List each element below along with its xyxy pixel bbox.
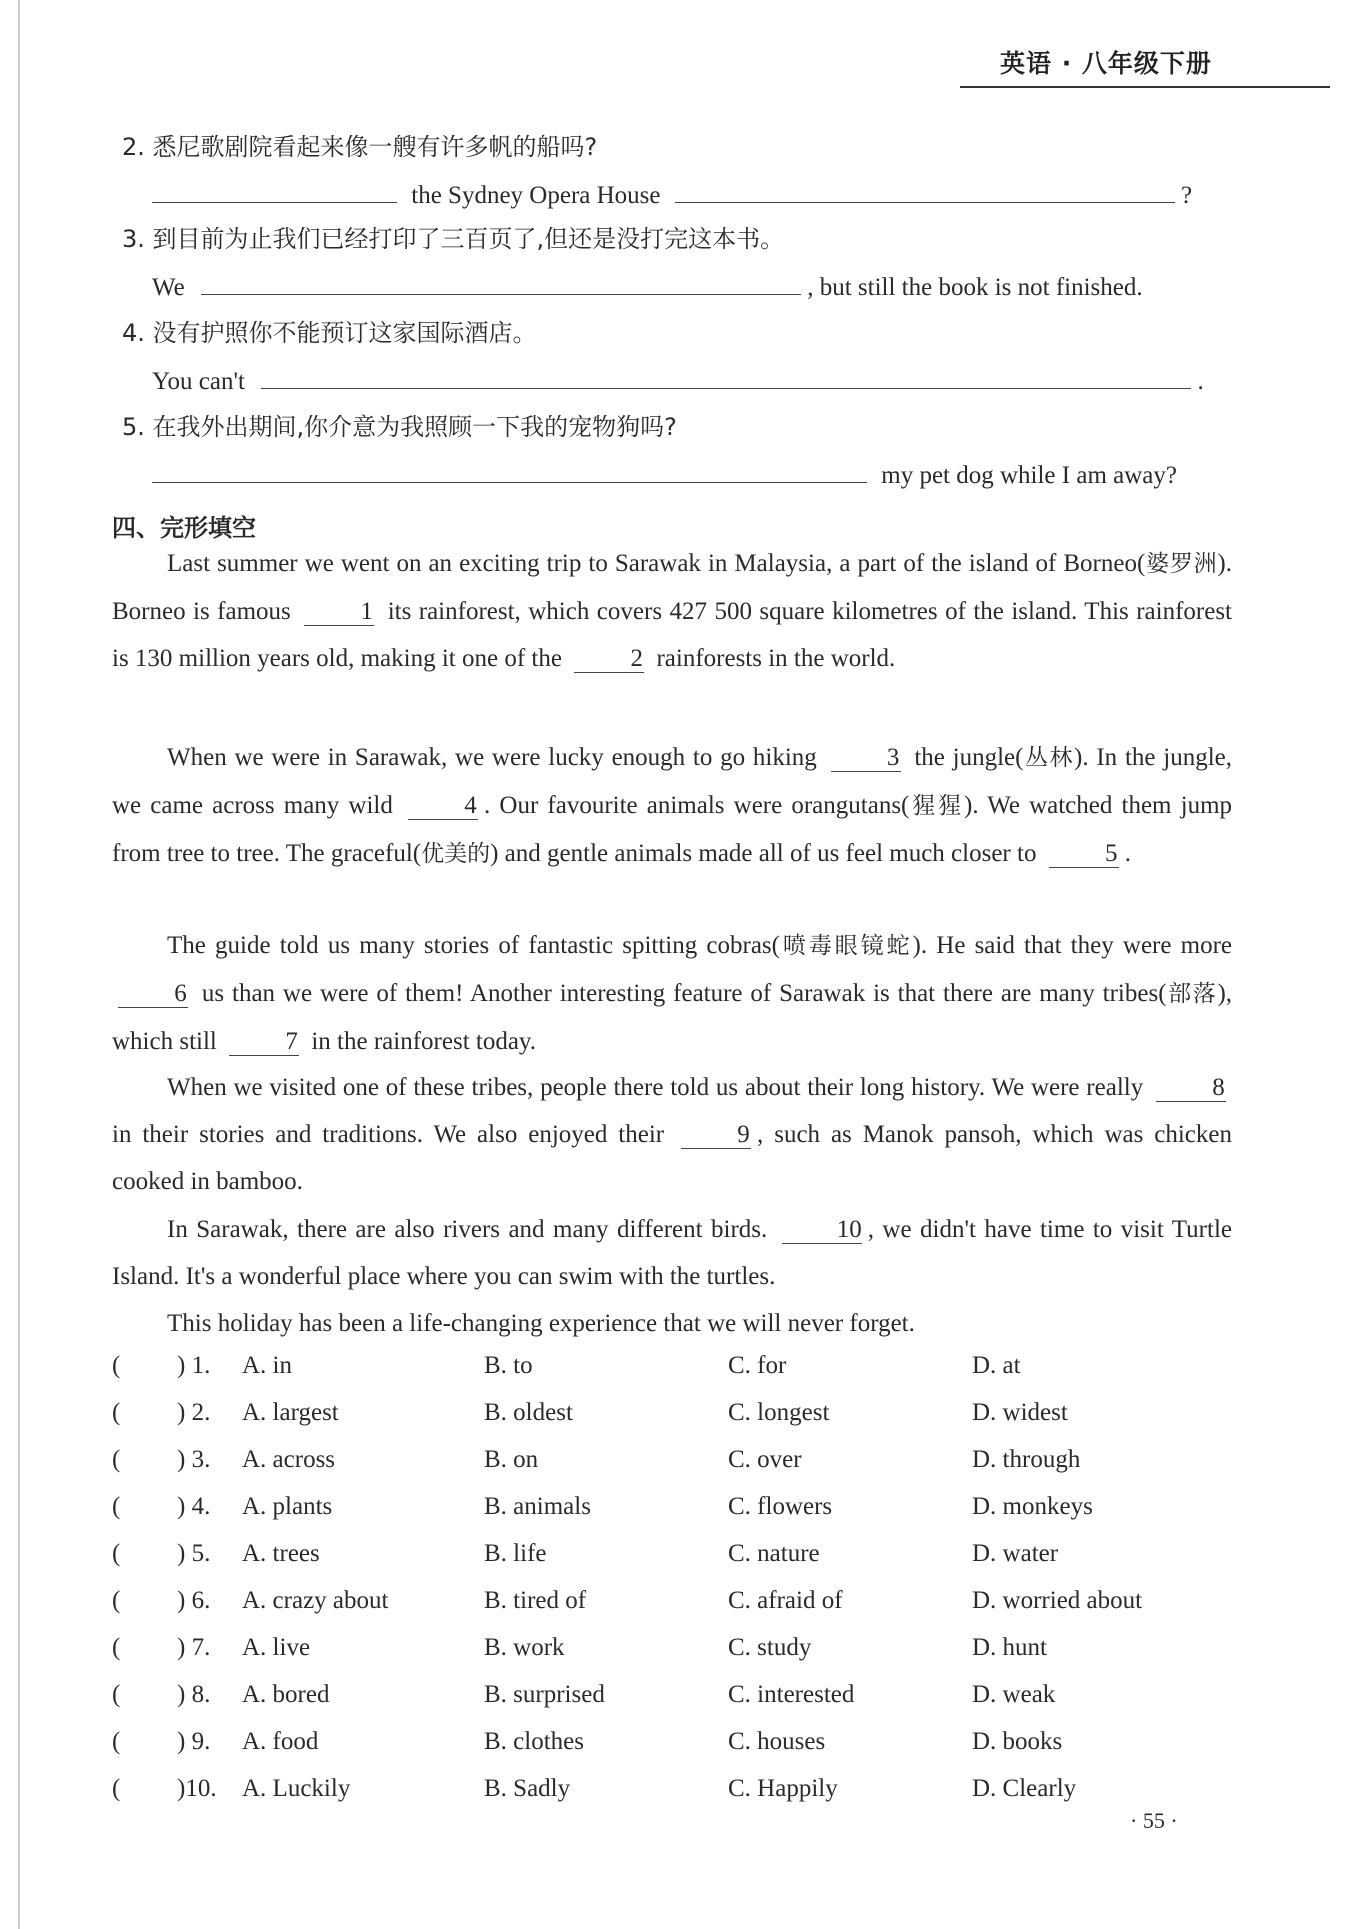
option-a: A. trees (242, 1540, 320, 1567)
option-a: A. plants (242, 1493, 333, 1520)
page-number: · 55 · (1130, 1808, 1178, 1833)
q2-english-line (152, 178, 1192, 211)
q2-blank-1[interactable] (152, 178, 397, 203)
cloze-paragraph-4 (112, 1064, 1232, 1205)
p5-text-b: , we didn't have time to visit Turtle Island. It's a wonderful place where you can swim with the turtles. (112, 1216, 1232, 1290)
option-row (112, 1728, 1232, 1768)
option-a: A. Luckily (242, 1775, 351, 1802)
option-c: C. nature (728, 1540, 820, 1567)
option-d: D. monkeys (972, 1493, 1093, 1520)
option-a: A. across (242, 1446, 336, 1473)
q4-chinese: 4. 没有护照你不能预订这家国际酒店。 (122, 319, 537, 347)
p3-cn-cobras: 喷毒眼镜蛇 (779, 933, 913, 959)
q3-end-text: , but still the book is not finished. (807, 274, 1143, 301)
q5-blank[interactable] (152, 458, 867, 483)
option-d: D. widest (972, 1399, 1068, 1426)
option-a: A. food (242, 1728, 319, 1755)
p3-text-b: ). He said that they were more (912, 932, 1233, 959)
option-c: C. Happily (728, 1775, 838, 1802)
question-number: ) 6. (177, 1587, 211, 1614)
cloze-blank-5[interactable]: 5 (1049, 841, 1119, 868)
p2-cn-orangutans: 猩猩 (909, 793, 965, 819)
question-number: ) 3. (177, 1446, 211, 1473)
option-d: D. weak (972, 1681, 1056, 1708)
p3-text-e: in the rainforest today. (311, 1028, 537, 1055)
option-b: B. surprised (484, 1681, 605, 1708)
question-number: ) 1. (177, 1352, 211, 1379)
q4-end-text: . (1197, 368, 1204, 395)
q3-start-text: We (152, 274, 185, 301)
q2-chinese: 2. 悉尼歌剧院看起来像一艘有许多帆的船吗? (122, 133, 598, 161)
p1-cn-borneo: 婆罗洲 (1145, 551, 1218, 577)
p3-text-c: us than we were of them! Another interesting feature of Sarawak is that there are many tribes( (201, 980, 1167, 1007)
answer-paren[interactable]: ( (112, 1681, 121, 1708)
cloze-paragraph-5 (112, 1206, 1232, 1300)
option-b: B. life (484, 1540, 547, 1567)
p3-text-d: ), which still (112, 980, 1233, 1055)
option-a: A. bored (242, 1681, 330, 1708)
option-d: D. through (972, 1446, 1081, 1473)
p2-text-a: When we were in Sarawak, we were lucky enough to go hiking (167, 744, 817, 771)
question-number: ) 8. (177, 1681, 211, 1708)
p3-cn-tribes: 部落 (1166, 981, 1218, 1007)
option-c: C. flowers (728, 1493, 833, 1520)
cloze-blank-2[interactable]: 2 (574, 646, 644, 673)
option-b: B. Sadly (484, 1775, 571, 1802)
option-b: B. animals (484, 1493, 591, 1520)
q4-start-text: You can't (152, 368, 245, 395)
option-d: D. worried about (972, 1587, 1143, 1614)
p4-text-c: , such as Manok pansoh, which was chicken cooked in bamboo. (112, 1121, 1232, 1195)
p2-text-d: . Our favourite animals were orangutans( (484, 792, 910, 819)
option-a: A. live (242, 1634, 311, 1661)
option-d: D. water (972, 1540, 1059, 1567)
option-b: B. work (484, 1634, 565, 1661)
option-a: A. in (242, 1352, 292, 1379)
option-a: A. largest (242, 1399, 339, 1426)
p2-text-c: ). In the jungle, we came across many wild (112, 744, 1232, 819)
question-number: ) 2. (177, 1399, 211, 1426)
option-b: B. to (484, 1352, 533, 1379)
p1-text-c: its rainforest, which covers 427 500 square kilometres of the island. This rainforest is 130 million years old, making it one of the (112, 598, 1232, 672)
cloze-blank-1[interactable]: 1 (304, 599, 374, 626)
q2-end-text: ? (1181, 182, 1193, 209)
option-c: C. longest (728, 1399, 830, 1426)
option-c: C. over (728, 1446, 802, 1473)
q3-english-line (152, 270, 1143, 303)
page-header-title: 英语 · 八年级下册 (1000, 49, 1212, 78)
q5-end-text: my pet dog while I am away? (881, 462, 1177, 489)
option-d: D. hunt (972, 1634, 1047, 1661)
p2-text-e: ). We watched them jump from tree to tree. The graceful( (112, 792, 1233, 867)
option-row (112, 1775, 1232, 1815)
p1-text-d: rainforests in the world. (656, 645, 896, 672)
answer-paren[interactable]: ( (112, 1446, 121, 1473)
p4-text-b: in their stories and traditions. We also enjoyed their (112, 1121, 665, 1148)
question-number: ) 5. (177, 1540, 211, 1567)
cloze-paragraph-6: This holiday has been a life-changing experience that we will never forget. (167, 1310, 915, 1337)
page-binding-edge (18, 0, 20, 1929)
p2-cn-graceful: 优美的 (421, 841, 491, 867)
option-row (112, 1587, 1232, 1627)
option-c: C. study (728, 1634, 812, 1661)
q4-english-line (152, 364, 1204, 397)
cloze-blank-4[interactable]: 4 (408, 793, 478, 820)
option-b: B. oldest (484, 1399, 573, 1426)
p2-text-b: the jungle( (914, 744, 1024, 771)
q4-blank[interactable] (261, 364, 1191, 389)
answer-paren[interactable]: ( (112, 1352, 121, 1379)
option-row (112, 1399, 1232, 1439)
p1-text-a: Last summer we went on an exciting trip to Sarawak in Malaysia, a part of the island of Borneo( (167, 550, 1146, 577)
p2-text-f: ) and gentle animals made all of us feel much closer to (490, 840, 1037, 867)
p5-text-a: In Sarawak, there are also rivers and many different birds. (167, 1216, 768, 1243)
answer-paren[interactable]: ( (112, 1728, 121, 1755)
answer-paren[interactable]: ( (112, 1587, 121, 1614)
option-row (112, 1493, 1232, 1533)
option-c: C. houses (728, 1728, 826, 1755)
option-row (112, 1634, 1232, 1674)
q2-mid-text: the Sydney Opera House (411, 182, 661, 209)
header-rule (960, 86, 1330, 88)
option-c: C. afraid of (728, 1587, 843, 1614)
cloze-blank-10[interactable]: 10 (782, 1217, 862, 1244)
option-row (112, 1540, 1232, 1580)
cloze-blank-3[interactable]: 3 (831, 745, 901, 772)
question-number: ) 4. (177, 1493, 211, 1520)
answer-paren[interactable]: ( (112, 1493, 121, 1520)
option-d: D. at (972, 1352, 1021, 1379)
option-row (112, 1681, 1232, 1721)
cloze-paragraph-2 (112, 734, 1232, 878)
option-b: B. on (484, 1446, 539, 1473)
cloze-blank-6[interactable]: 6 (118, 981, 188, 1008)
question-number: )10. (177, 1775, 217, 1802)
p3-text-a: The guide told us many stories of fantastic spitting cobras( (167, 932, 780, 959)
option-d: D. books (972, 1728, 1063, 1755)
q5-chinese: 5. 在我外出期间,你介意为我照顾一下我的宠物狗吗? (122, 413, 677, 441)
p4-text-a: When we visited one of these tribes, people there told us about their long history. We were really (167, 1074, 1144, 1101)
answer-paren[interactable]: ( (112, 1775, 121, 1802)
q5-english-line (152, 458, 1177, 491)
q3-blank[interactable] (201, 270, 801, 295)
cloze-paragraph-1 (112, 540, 1232, 682)
option-c: C. interested (728, 1681, 855, 1708)
option-row (112, 1352, 1232, 1392)
question-number: ) 7. (177, 1634, 211, 1661)
section-title: 四、完形填空 (112, 514, 256, 542)
option-b: B. tired of (484, 1587, 587, 1614)
p2-text-g: . (1124, 840, 1131, 867)
p2-cn-jungle: 丛林 (1023, 745, 1075, 771)
option-b: B. clothes (484, 1728, 584, 1755)
question-number: ) 9. (177, 1728, 211, 1755)
cloze-blank-8[interactable]: 8 (1156, 1075, 1226, 1102)
option-a: A. crazy about (242, 1587, 389, 1614)
option-row (112, 1446, 1232, 1486)
p1-text-b: ). Borneo is famous (112, 550, 1232, 625)
cloze-blank-9[interactable]: 9 (681, 1122, 751, 1149)
q2-blank-2[interactable] (675, 178, 1175, 203)
cloze-blank-7[interactable]: 7 (229, 1029, 299, 1056)
answer-paren[interactable]: ( (112, 1540, 121, 1567)
cloze-paragraph-3 (112, 922, 1232, 1065)
q3-chinese: 3. 到目前为止我们已经打印了三百页了,但还是没打完这本书。 (122, 225, 785, 253)
option-c: C. for (728, 1352, 787, 1379)
answer-paren[interactable]: ( (112, 1634, 121, 1661)
answer-paren[interactable]: ( (112, 1399, 121, 1426)
option-d: D. Clearly (972, 1775, 1077, 1802)
